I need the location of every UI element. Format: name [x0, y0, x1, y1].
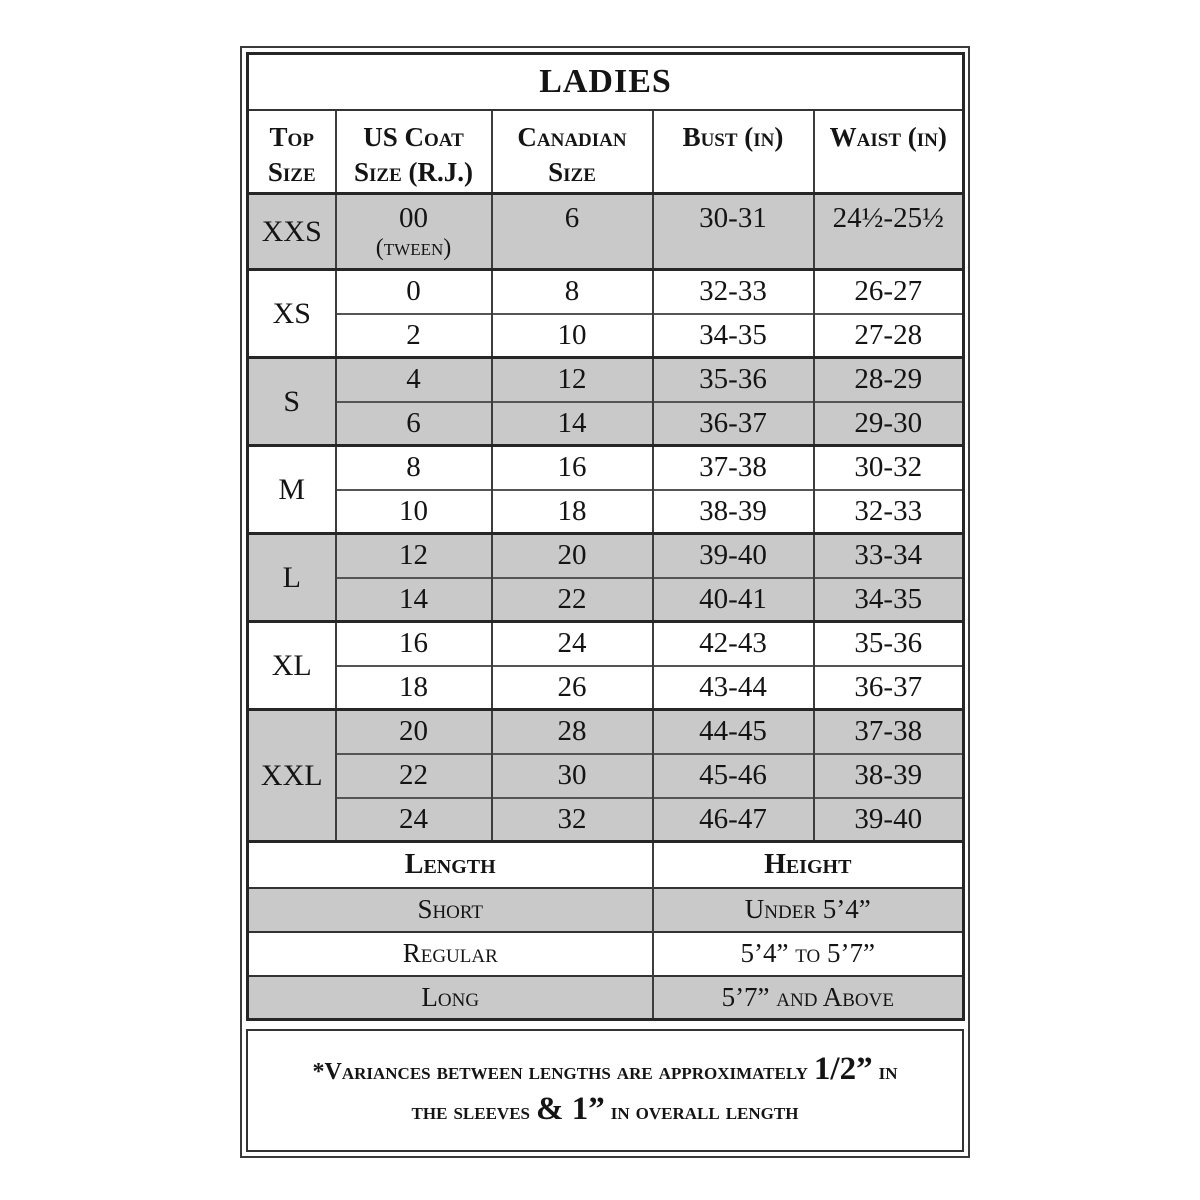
us-coat-size-cell: 18	[336, 666, 492, 710]
bust-cell: 30-31	[653, 194, 814, 270]
us-coat-size-cell: 24	[336, 798, 492, 842]
column-header-row	[248, 110, 964, 194]
size-row-xs-1	[248, 270, 964, 314]
canadian-size-cell: 32	[492, 798, 653, 842]
col-header-bust: Bust (in)	[653, 110, 814, 194]
top-size-label-s: S	[248, 358, 336, 446]
length-value: Long	[248, 976, 653, 1020]
bust-cell: 40-41	[653, 578, 814, 622]
length-value: Regular	[248, 932, 653, 976]
size-row-xl-1	[248, 622, 964, 666]
bust-cell: 35-36	[653, 358, 814, 402]
canadian-size-cell: 20	[492, 534, 653, 578]
us-coat-size-value: 00	[399, 202, 428, 234]
waist-cell: 32-33	[814, 490, 964, 534]
size-row-xs-2	[248, 314, 964, 358]
canadian-size-cell: 30	[492, 754, 653, 798]
height-value: 5’4” to 5’7”	[653, 932, 964, 976]
footnote-text	[256, 1051, 954, 1131]
bust-cell: 45-46	[653, 754, 814, 798]
length-row-regular	[248, 932, 964, 976]
waist-cell: 38-39	[814, 754, 964, 798]
height-header: Height	[653, 842, 964, 888]
us-coat-size-cell: 6	[336, 402, 492, 446]
bust-cell: 38-39	[653, 490, 814, 534]
footnote-segment: the sleeves	[411, 1098, 536, 1125]
bust-cell: 46-47	[653, 798, 814, 842]
top-size-label-l: L	[248, 534, 336, 622]
footnote-amount: & 1”	[536, 1090, 605, 1127]
waist-cell: 34-35	[814, 578, 964, 622]
size-row-xl-2	[248, 666, 964, 710]
waist-cell: 24½-25½	[814, 194, 964, 270]
size-row-xxl-3	[248, 798, 964, 842]
waist-cell: 39-40	[814, 798, 964, 842]
size-row-s-2	[248, 402, 964, 446]
col-header-us-coat-size: US Coat Size (R.J.)	[336, 110, 492, 194]
us-coat-size-cell: 16	[336, 622, 492, 666]
canadian-size-cell: 14	[492, 402, 653, 446]
us-coat-size-cell	[336, 194, 492, 270]
canadian-size-cell: 26	[492, 666, 653, 710]
us-coat-size-cell: 12	[336, 534, 492, 578]
canadian-size-cell: 6	[492, 194, 653, 270]
size-row-m-2	[248, 490, 964, 534]
us-coat-size-cell: 22	[336, 754, 492, 798]
waist-cell: 30-32	[814, 446, 964, 490]
length-height-header-row	[248, 842, 964, 888]
ladies-size-table	[246, 52, 965, 1021]
waist-cell: 37-38	[814, 710, 964, 754]
bust-cell: 43-44	[653, 666, 814, 710]
size-row-l-2	[248, 578, 964, 622]
top-size-label-xxs: XXS	[248, 194, 336, 270]
canadian-size-cell: 12	[492, 358, 653, 402]
us-coat-size-cell: 14	[336, 578, 492, 622]
us-coat-size-cell: 8	[336, 446, 492, 490]
size-row-xxl-2	[248, 754, 964, 798]
col-header-canadian-size: Canadian Size	[492, 110, 653, 194]
length-row-short	[248, 888, 964, 932]
table-title: LADIES	[248, 54, 964, 110]
canadian-size-cell: 8	[492, 270, 653, 314]
size-row-xxs	[248, 194, 964, 270]
canadian-size-cell: 16	[492, 446, 653, 490]
size-row-xxl-1	[248, 710, 964, 754]
us-coat-size-cell: 10	[336, 490, 492, 534]
bust-cell: 34-35	[653, 314, 814, 358]
canadian-size-cell: 18	[492, 490, 653, 534]
canadian-size-cell: 10	[492, 314, 653, 358]
waist-cell: 29-30	[814, 402, 964, 446]
waist-cell: 33-34	[814, 534, 964, 578]
footnote-fraction: 1/2”	[813, 1050, 873, 1087]
top-size-label-xl: XL	[248, 622, 336, 710]
length-header: Length	[248, 842, 653, 888]
height-value: Under 5’4”	[653, 888, 964, 932]
bust-cell: 44-45	[653, 710, 814, 754]
col-header-waist: Waist (in)	[814, 110, 964, 194]
top-size-label-xs: XS	[248, 270, 336, 358]
canadian-size-cell: 22	[492, 578, 653, 622]
top-size-label-xxl: XXL	[248, 710, 336, 842]
waist-cell: 26-27	[814, 270, 964, 314]
height-value: 5’7” and Above	[653, 976, 964, 1020]
waist-cell: 36-37	[814, 666, 964, 710]
size-row-l-1	[248, 534, 964, 578]
waist-cell: 28-29	[814, 358, 964, 402]
footnote-segment: in overall length	[604, 1098, 799, 1125]
footnote-segment: in	[872, 1058, 898, 1085]
waist-cell: 35-36	[814, 622, 964, 666]
footnote-segment: *Variances between lengths are approximately	[312, 1058, 814, 1085]
bust-cell: 36-37	[653, 402, 814, 446]
canadian-size-cell: 28	[492, 710, 653, 754]
waist-cell: 27-28	[814, 314, 964, 358]
col-header-top-size: Top Size	[248, 110, 336, 194]
length-value: Short	[248, 888, 653, 932]
us-coat-size-cell: 4	[336, 358, 492, 402]
us-coat-size-cell: 20	[336, 710, 492, 754]
table-title-row	[248, 54, 964, 110]
top-size-label-m: M	[248, 446, 336, 534]
us-coat-size-note: (tween)	[375, 235, 452, 261]
size-row-s-1	[248, 358, 964, 402]
us-coat-size-cell: 0	[336, 270, 492, 314]
bust-cell: 39-40	[653, 534, 814, 578]
us-coat-size-cell: 2	[336, 314, 492, 358]
length-row-long	[248, 976, 964, 1020]
bust-cell: 32-33	[653, 270, 814, 314]
size-row-m-1	[248, 446, 964, 490]
canadian-size-cell: 24	[492, 622, 653, 666]
chart-outer-frame	[240, 46, 970, 1158]
bust-cell: 37-38	[653, 446, 814, 490]
footnote-box	[246, 1029, 964, 1152]
bust-cell: 42-43	[653, 622, 814, 666]
